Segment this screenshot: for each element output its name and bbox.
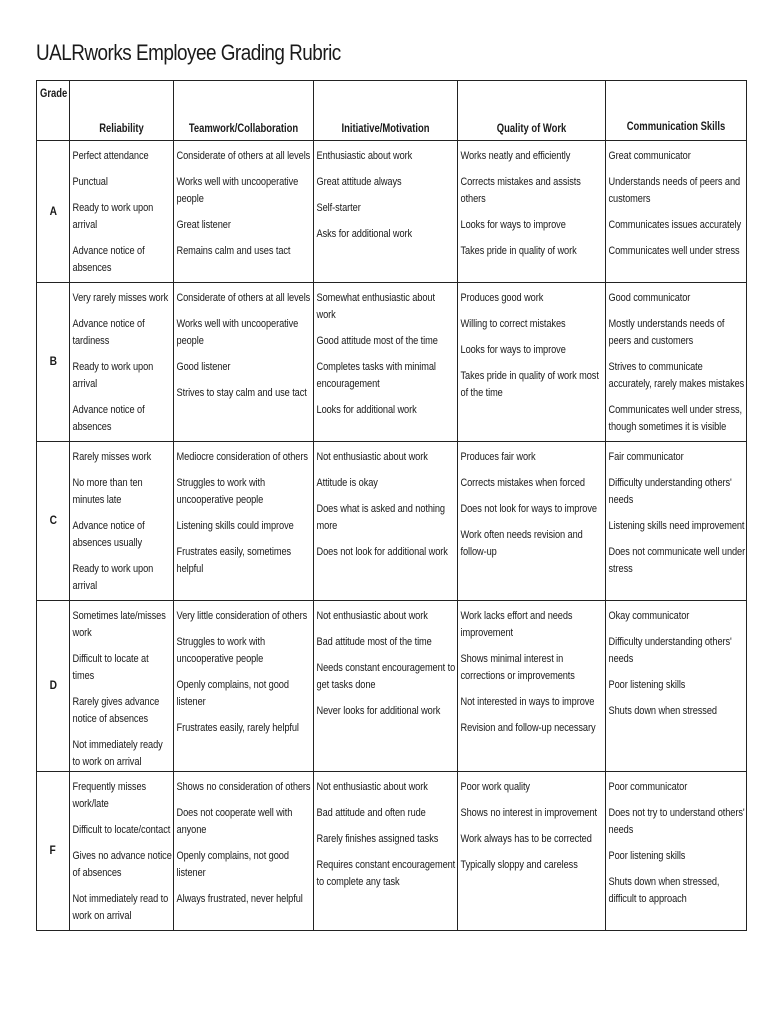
criterion-item: Takes pride in quality of work most of the time — [460, 370, 599, 399]
grade-letter: C — [49, 513, 57, 527]
criterion-item: Not immediately ready to work on arrival — [72, 739, 163, 768]
criterion-item: Does what is asked and nothing more — [316, 503, 445, 532]
criterion-item: Shuts down when stressed — [608, 705, 717, 717]
criterion-item: Not enthusiastic about work — [316, 610, 428, 622]
criterion-item: Bad attitude and often rude — [316, 807, 426, 819]
quality-cell — [458, 601, 606, 772]
communication-cell — [606, 141, 747, 283]
grade-cell — [37, 601, 70, 772]
grade-letter: A — [49, 203, 57, 218]
communication-cell — [606, 601, 747, 772]
criterion-item: Shows no consideration of others — [176, 781, 311, 793]
reliability-cell — [70, 772, 174, 931]
teamwork-cell — [174, 772, 314, 931]
criterion-item: Corrects mistakes and assists others — [460, 176, 581, 205]
criterion-item: Takes pride in quality of work — [460, 245, 577, 257]
criterion-item: Asks for additional work — [316, 228, 413, 240]
criterion-item: Good attitude most of the time — [316, 335, 438, 347]
initiative-header-label: Initiative/Motivation — [341, 123, 430, 135]
initiative-criteria-list — [314, 141, 458, 243]
criterion-item: Openly complains, not good listener — [176, 850, 289, 879]
criterion-item: Struggles to work with uncooperative people — [176, 636, 266, 665]
teamwork-criteria-list — [174, 283, 314, 402]
criterion-item: Work always has to be corrected — [460, 833, 592, 845]
criterion-item: Attitude is okay — [316, 477, 378, 489]
criterion-item: Perfect attendance — [72, 150, 149, 162]
criterion-item: Willing to correct mistakes — [460, 318, 566, 330]
communication-criteria-list — [606, 772, 747, 908]
quality-cell — [458, 442, 606, 601]
criterion-item: Advance notice of absences — [72, 245, 145, 274]
grade-cell — [37, 141, 70, 283]
criterion-item: Great listener — [176, 219, 231, 231]
criterion-item: Difficult to locate/contact — [72, 824, 171, 836]
criterion-item: Rarely finishes assigned tasks — [316, 833, 439, 845]
criterion-item: Remains calm and uses tact — [176, 245, 291, 257]
reliability-cell — [70, 601, 174, 772]
reliability-criteria-list — [70, 772, 174, 925]
criterion-item: Requires constant encouragement to complete any task — [316, 859, 456, 888]
communication-criteria-list — [606, 601, 747, 720]
grade-header-label: Grade — [40, 88, 68, 100]
initiative-cell — [314, 442, 458, 601]
quality-header-label: Quality of Work — [496, 123, 567, 135]
criterion-item: Strives to stay calm and use tact — [176, 387, 307, 399]
criterion-item: Does not look for additional work — [316, 546, 448, 558]
grade-cell — [37, 442, 70, 601]
criterion-item: Poor work quality — [460, 781, 530, 793]
criterion-item: Looks for ways to improve — [460, 219, 566, 231]
initiative-cell — [314, 772, 458, 931]
criterion-item: Completes tasks with minimal encouragement — [316, 361, 436, 390]
teamwork-cell — [174, 283, 314, 442]
criterion-item: Advance notice of absences — [72, 404, 145, 433]
teamwork-cell — [174, 601, 314, 772]
reliability-cell — [70, 283, 174, 442]
communication-criteria-list — [606, 141, 747, 260]
header-row — [37, 81, 747, 141]
criterion-item: Corrects mistakes when forced — [460, 477, 585, 489]
grade-row-d — [37, 601, 747, 772]
criterion-item: Work lacks effort and needs improvement — [460, 610, 573, 639]
teamwork-criteria-list — [174, 601, 314, 737]
grade-column-header — [37, 81, 70, 141]
criterion-item: Frequently misses work/late — [72, 781, 147, 810]
criterion-item: Communicates issues accurately — [608, 219, 742, 231]
criterion-item: Needs constant encouragement to get tasks done — [316, 662, 456, 691]
criterion-item: Enthusiastic about work — [316, 150, 413, 162]
reliability-header-label: Reliability — [99, 123, 144, 135]
criterion-item: Mediocre consideration of others — [176, 451, 308, 463]
criterion-item: Understands needs of peers and customers — [608, 176, 741, 205]
initiative-criteria-list — [314, 283, 458, 419]
initiative-cell — [314, 283, 458, 442]
quality-criteria-list — [458, 772, 606, 874]
quality-cell — [458, 772, 606, 931]
reliability-criteria-list — [70, 601, 174, 771]
teamwork-column-header — [174, 81, 314, 141]
teamwork-criteria-list — [174, 141, 314, 260]
criterion-item: Listening skills need improvement — [608, 520, 745, 532]
teamwork-criteria-list — [174, 772, 314, 908]
criterion-item: Ready to work upon arrival — [72, 563, 154, 592]
criterion-item: Great communicator — [608, 150, 691, 162]
initiative-criteria-list — [314, 442, 458, 561]
criterion-item: Strives to communicate accurately, rarely makes mistakes — [608, 361, 745, 390]
communication-cell — [606, 442, 747, 601]
teamwork-cell — [174, 442, 314, 601]
criterion-item: Bad attitude most of the time — [316, 636, 432, 648]
criterion-item: Poor listening skills — [608, 679, 686, 691]
initiative-column-header — [314, 81, 458, 141]
initiative-criteria-list — [314, 601, 458, 720]
teamwork-header-label: Teamwork/Collaboration — [188, 123, 299, 135]
criterion-item: Does not look for ways to improve — [460, 503, 597, 515]
communication-header-label: Communication Skills — [626, 121, 726, 133]
criterion-item: Looks for ways to improve — [460, 344, 566, 356]
reliability-criteria-list — [70, 141, 174, 277]
criterion-item: Considerate of others at all levels — [176, 150, 311, 162]
criterion-item: Mostly understands needs of peers and customers — [608, 318, 725, 347]
criterion-item: Ready to work upon arrival — [72, 361, 154, 390]
criterion-item: Very rarely misses work — [72, 292, 169, 304]
criterion-item: Gives no advance notice of absences — [72, 850, 172, 879]
teamwork-criteria-list — [174, 442, 314, 578]
criterion-item: No more than ten minutes late — [72, 477, 143, 506]
criterion-item: Difficulty understanding others' needs — [608, 477, 732, 506]
initiative-cell — [314, 141, 458, 283]
criterion-item: Openly complains, not good listener — [176, 679, 289, 708]
criterion-item: Advance notice of absences usually — [72, 520, 145, 549]
criterion-item: Produces good work — [460, 292, 544, 304]
criterion-item: Fair communicator — [608, 451, 684, 463]
criterion-item: Not enthusiastic about work — [316, 781, 428, 793]
grade-letter: D — [49, 678, 57, 692]
criterion-item: Shuts down when stressed, difficult to approach — [608, 876, 720, 905]
criterion-item: Does not communicate well under stress — [608, 546, 746, 575]
reliability-cell — [70, 442, 174, 601]
grade-cell — [37, 283, 70, 442]
initiative-cell — [314, 601, 458, 772]
quality-criteria-list — [458, 283, 606, 402]
criterion-item: Poor listening skills — [608, 850, 686, 862]
grade-letter: F — [49, 843, 57, 857]
criterion-item: Shows no interest in improvement — [460, 807, 598, 819]
communication-cell — [606, 772, 747, 931]
criterion-item: Okay communicator — [608, 610, 690, 622]
criterion-item: Shows minimal interest in corrections or improvements — [460, 653, 575, 682]
criterion-item: Very little consideration of others — [176, 610, 308, 622]
criterion-item: Considerate of others at all levels — [176, 292, 311, 304]
criterion-item: Typically sloppy and careless — [460, 859, 578, 871]
criterion-item: Works well with uncooperative people — [176, 318, 299, 347]
grade-cell — [37, 772, 70, 931]
criterion-item: Struggles to work with uncooperative people — [176, 477, 266, 506]
criterion-item: Not enthusiastic about work — [316, 451, 428, 463]
quality-criteria-list — [458, 601, 606, 737]
grade-row-c — [37, 442, 747, 601]
criterion-item: Self-starter — [316, 202, 361, 214]
criterion-item: Punctual — [72, 176, 108, 188]
communication-criteria-list — [606, 442, 747, 578]
reliability-cell — [70, 141, 174, 283]
criterion-item: Not immediately read to work on arrival — [72, 893, 169, 922]
page-title: UALRworks Employee Grading Rubric — [36, 40, 341, 65]
criterion-item: Listening skills could improve — [176, 520, 294, 532]
criterion-item: Does not cooperate well with anyone — [176, 807, 293, 836]
criterion-item: Communicates well under stress, though sometimes it is visible — [608, 404, 743, 433]
criterion-item: Looks for additional work — [316, 404, 417, 416]
reliability-criteria-list — [70, 442, 174, 595]
criterion-item: Never looks for additional work — [316, 705, 441, 717]
criterion-item: Advance notice of tardiness — [72, 318, 145, 347]
criterion-item: Ready to work upon arrival — [72, 202, 154, 231]
rubric-table — [36, 80, 747, 931]
criterion-item: Rarely gives advance notice of absences — [72, 696, 160, 725]
communication-column-header — [606, 81, 747, 141]
criterion-item: Works well with uncooperative people — [176, 176, 299, 205]
criterion-item: Does not try to understand others' needs — [608, 807, 745, 836]
teamwork-cell — [174, 141, 314, 283]
grade-row-a — [37, 141, 747, 283]
criterion-item: Works neatly and efficiently — [460, 150, 571, 162]
criterion-item: Work often needs revision and follow-up — [460, 529, 583, 558]
criterion-item: Rarely misses work — [72, 451, 152, 463]
criterion-item: Great attitude always — [316, 176, 402, 188]
criterion-item: Not interested in ways to improve — [460, 696, 595, 708]
criterion-item: Produces fair work — [460, 451, 536, 463]
criterion-item: Difficult to locate at times — [72, 653, 149, 682]
criterion-item: Good communicator — [608, 292, 691, 304]
criterion-item: Always frustrated, never helpful — [176, 893, 303, 905]
initiative-criteria-list — [314, 772, 458, 891]
reliability-column-header — [70, 81, 174, 141]
criterion-item: Frustrates easily, rarely helpful — [176, 722, 299, 734]
quality-cell — [458, 141, 606, 283]
communication-criteria-list — [606, 283, 747, 436]
criterion-item: Somewhat enthusiastic about work — [316, 292, 435, 321]
criterion-item: Communicates well under stress — [608, 245, 740, 257]
quality-criteria-list — [458, 442, 606, 561]
grade-row-f — [37, 772, 747, 931]
criterion-item: Difficulty understanding others' needs — [608, 636, 732, 665]
criterion-item: Revision and follow-up necessary — [460, 722, 596, 734]
reliability-criteria-list — [70, 283, 174, 436]
criterion-item: Frustrates easily, sometimes helpful — [176, 546, 292, 575]
grade-letter: B — [49, 354, 57, 368]
communication-cell — [606, 283, 747, 442]
criterion-item: Poor communicator — [608, 781, 688, 793]
criterion-item: Sometimes late/misses work — [72, 610, 166, 639]
grade-row-b — [37, 283, 747, 442]
quality-criteria-list — [458, 141, 606, 260]
quality-column-header — [458, 81, 606, 141]
quality-cell — [458, 283, 606, 442]
criterion-item: Good listener — [176, 361, 231, 373]
